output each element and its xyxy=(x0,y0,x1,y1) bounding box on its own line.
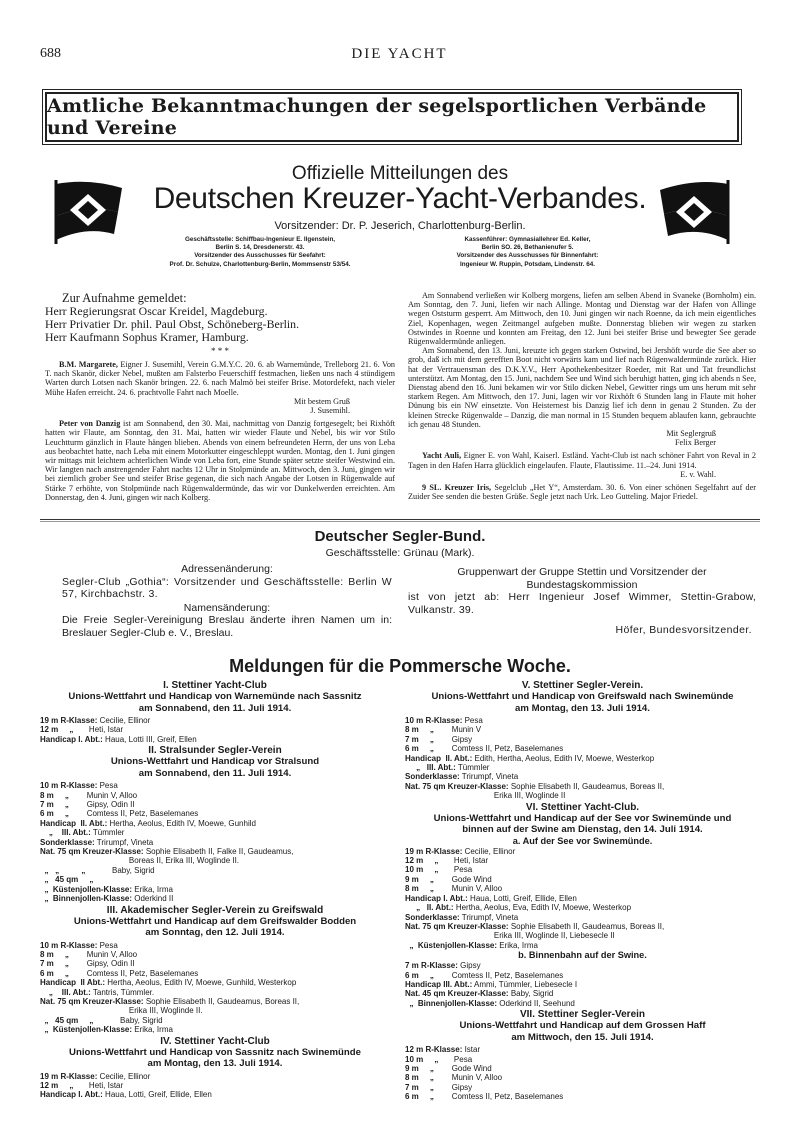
entry-class: Sonderklasse: xyxy=(405,912,460,922)
entry-line xyxy=(40,950,390,959)
entry-class: „ Binnenjollen-Klasse: xyxy=(405,998,498,1008)
entry-boats: Pesa xyxy=(462,716,483,725)
entry-boats: Haua, Lotti, Greif, Ellide, Ellen xyxy=(102,1090,212,1100)
stars-separator: * * * xyxy=(211,346,229,356)
entry-boats: Trirumpf, Vineta xyxy=(459,912,519,922)
club-heading: IV. Stettiner Yacht-Club xyxy=(160,1035,270,1047)
entry-class: 10 m „ xyxy=(405,865,439,875)
entry-line xyxy=(405,1045,760,1054)
entry-boats: Comtess II, Petz, Baselemanes xyxy=(68,809,199,819)
entry-class: Nat. 75 qm Kreuzer-Klasse: xyxy=(405,921,509,931)
race-caption: Unions-Wettfahrt und Handicap von Sassnitz nach Swinemünde xyxy=(69,1046,361,1058)
name-text: Die Freie Segler-Vereinigung Breslau änderte ihren Namen um in: Breslauer Segler-Club e. V., Breslau. xyxy=(62,614,392,639)
entry-line xyxy=(405,735,760,744)
entry-class: 8 m „ xyxy=(40,949,69,959)
entry-line xyxy=(40,1006,390,1015)
entry-boats: Heti, Istar xyxy=(73,1080,124,1090)
entry-boats: Gode Wind xyxy=(433,1063,492,1073)
entry-line xyxy=(405,961,760,970)
race-caption: Unions-Wettfahrt und Handicap vor Stralsund xyxy=(110,756,320,768)
entry-class: 10 m R-Klasse: xyxy=(40,940,98,950)
entry-line xyxy=(405,980,760,989)
entry-line xyxy=(405,754,760,763)
entry-class: 6 m „ xyxy=(40,809,69,819)
report-text: Am Sonnabend verließen wir Kolberg morgens, liefen am selben Abend in Svaneke (Bornholm) ein. Am Sonntag, den 7. Juni, liefen wir nach Allinge. Montag und Dienstag war der Hafen von Allinge wegen Oststurm gesperrt. Am Mittwoch, den 10. Juni gingen wir nach Roenne, da ich mein eigentliches Ziel, Kopenhagen, wegen Zeitmangel aufgeben mußte. Donnerstag blieben wir wegen zu starken Ostwindes in Roenne und konnten am Freitag, den 12. Juni bei steifer Brise und bewegter See gerade Rügenwaldermünde anliegen. xyxy=(408,291,756,347)
entry-boats: Istar xyxy=(462,1045,481,1055)
race-caption: am Montag, den 13. Juli 1914. xyxy=(515,702,650,714)
entry-line xyxy=(40,941,390,950)
entry-line xyxy=(405,847,760,856)
entry-boats: Gipsy xyxy=(457,961,481,971)
entry-boats: Heti, Istar xyxy=(438,856,489,866)
entry-line xyxy=(40,838,390,847)
entry-boats: Pesa xyxy=(97,940,118,950)
entry-line xyxy=(40,988,390,997)
entry-class: 10 m „ xyxy=(405,1054,439,1064)
entry-boats: Erika III, Woglinde II. xyxy=(40,1006,203,1016)
race-caption: Unions-Wettfahrt und Handicap von Warnemünde nach Sassnitz xyxy=(68,691,362,702)
entry-boats: Ammi, Tümmler, Liebesecle I xyxy=(472,979,578,989)
name-heading: Namensänderung: xyxy=(183,601,271,614)
entry-class: 9 m „ xyxy=(405,874,434,884)
seglerbund-left xyxy=(62,563,392,639)
entry-line xyxy=(40,800,390,809)
adr-heading: Adressenänderung: xyxy=(181,563,273,575)
entry-boats: Gode Wind xyxy=(433,874,492,884)
entry-boats: Haua, Lotti III, Greif, Ellen xyxy=(102,734,197,744)
entry-boats: Pesa xyxy=(438,1054,473,1064)
entry-boats: Sophie Elisabeth II, Gaudeamus, Boreas II, xyxy=(508,921,665,931)
entry-boats: Pesa xyxy=(97,781,118,791)
entry-boats: Munin V, Alloo xyxy=(433,1073,503,1083)
aufnahme-line: Herr Regierungsrat Oscar Kreidel, Magdeburg. xyxy=(45,304,268,318)
entry-class: Nat. 45 qm Kreuzer-Klasse: xyxy=(405,989,509,999)
club-heading: III. Akademischer Segler-Verein zu Greifswald xyxy=(106,904,324,916)
entry-boats: Pesa xyxy=(438,865,473,875)
entry-line xyxy=(40,1072,390,1081)
entry-class: 7 m „ xyxy=(40,959,69,969)
right-reports xyxy=(408,291,756,501)
entry-boats: Comtess II, Petz, Baselemanes xyxy=(433,970,564,980)
entry-line xyxy=(405,931,760,940)
entry-boats: Trirumpf, Vineta xyxy=(94,837,154,847)
entry-class: 19 m R-Klasse: xyxy=(40,1071,98,1081)
banner xyxy=(45,92,739,142)
entry-class: „ Küstenjollen-Klasse: xyxy=(40,884,133,894)
entry-boats: Tantris, Tümmler. xyxy=(90,987,155,997)
entry-line xyxy=(405,1064,760,1073)
adr-text: Segler-Club „Gothia“: Vorsitzender und Geschäftsstelle: Berlin W 57, Kirchbachstr. 3. xyxy=(62,575,392,600)
report-lead: Yacht Auli, xyxy=(422,451,462,461)
club-heading: II. Stralsunder Segler-Verein xyxy=(148,745,282,757)
entry-class: 12 m „ xyxy=(40,1080,74,1090)
entry-class: Handicap III. Abt.: xyxy=(405,979,473,989)
report-sign: Mit Seglergruß Felix Berger xyxy=(666,429,716,448)
entry-boats: Munin V xyxy=(433,725,482,735)
entry-boats: Baby, Sigrid xyxy=(93,1015,163,1025)
entry-boats: Comtess II, Petz, Baselemanes xyxy=(433,744,564,754)
verband-chair: Vorsitzender: Dr. P. Jeserich, Charlottenburg-Berlin. xyxy=(274,220,526,232)
seglerbund-right xyxy=(408,566,756,637)
entry-boats: Comtess II, Petz, Baselemanes xyxy=(433,1092,564,1102)
entry-class: 7 m R-Klasse: xyxy=(405,961,458,971)
entry-boats: Tümmler xyxy=(455,763,490,773)
entry-boats: Erika III, Woglinde II xyxy=(405,791,566,801)
entry-class: 6 m „ xyxy=(405,970,434,980)
verband-left-offices: Geschäftsstelle: Schiffbau-Ingenieur E. Ilgenstein, Berlin S. 14, Dresdenerstr. 43. Vorsitzender des Ausschusses für Seefahrt: Prof. Dr. Schulze, Charlottenburg-Berlin, Mommsenstr 53/54. xyxy=(169,236,351,268)
entry-boats: Munin V, Alloo xyxy=(68,790,138,800)
entry-class: Handicap II. Abt.: xyxy=(40,818,108,828)
meldungen-title: Meldungen für die Pommersche Woche. xyxy=(229,656,571,676)
grp-sign: Höfer, Bundesvorsitzender. xyxy=(615,624,752,636)
section-divider xyxy=(40,521,760,522)
entry-line xyxy=(405,791,760,800)
entry-line xyxy=(40,1090,390,1099)
entry-boats: Sophie Elisabeth II, Gaudeamus, Boreas II, xyxy=(143,996,300,1006)
entry-line xyxy=(405,971,760,980)
entry-class: Sonderklasse: xyxy=(40,837,95,847)
entry-class: 12 m „ xyxy=(405,856,439,866)
entry-line xyxy=(405,913,760,922)
entry-line xyxy=(40,847,390,856)
entry-line xyxy=(40,725,390,734)
left-flag-icon xyxy=(48,176,126,246)
entry-boats: Baby, Sigrid xyxy=(85,865,155,875)
entry-class: Handicap I. Abt.: xyxy=(40,734,103,744)
entry-boats: Trirumpf, Vineta xyxy=(459,772,519,782)
entry-line xyxy=(405,725,760,734)
entry-line xyxy=(40,791,390,800)
entry-boats: Baby, Sigrid xyxy=(508,989,554,999)
entry-boats: Tümmler xyxy=(90,828,125,838)
entry-boats: Cecilie, Ellinor xyxy=(462,846,516,856)
entry-class: 10 m R-Klasse: xyxy=(405,716,463,725)
entry-class: 8 m „ xyxy=(405,884,434,894)
club-heading: VII. Stettiner Segler-Verein xyxy=(519,1009,646,1021)
entry-boats: Erika III, Woglinde II, Liebesecle II xyxy=(405,931,615,941)
entry-class: Nat. 75 qm Kreuzer-Klasse: xyxy=(40,996,144,1006)
entry-line xyxy=(405,1083,760,1092)
entry-line xyxy=(405,856,760,865)
entry-line xyxy=(405,772,760,781)
entry-line xyxy=(405,1092,760,1101)
entry-class: 7 m „ xyxy=(405,734,434,744)
entry-class: „ Küstenjollen-Klasse: xyxy=(405,940,498,950)
entry-line xyxy=(40,1016,390,1025)
race-caption: Unions-Wettfahrt und Handicap auf dem Greifswalder Bodden xyxy=(73,915,357,927)
section-divider xyxy=(40,519,760,520)
entry-boats: Oderkind II xyxy=(132,894,174,904)
race-caption: am Montag, den 13. Juli 1914. xyxy=(147,1058,283,1070)
entry-boats: Sophie Elisabeth II, Gaudeamus, Boreas II, xyxy=(508,781,665,791)
race-caption: Unions-Wettfahrt und Handicap auf dem Grossen Haff xyxy=(459,1020,706,1032)
entry-boats: Gipsy, Odin II xyxy=(68,959,135,969)
entry-boats: Gipsy, Odin II xyxy=(68,800,135,810)
entry-boats: Cecilie, Ellinor xyxy=(97,1071,151,1081)
entry-class: 12 m „ xyxy=(40,725,74,735)
entry-line xyxy=(40,856,390,865)
entry-boats: Boreas II, Erika III, Woglinde II. xyxy=(40,856,240,866)
entry-line xyxy=(405,1073,760,1082)
entry-boats: Erika, Irma xyxy=(497,940,538,950)
report-iris xyxy=(408,483,756,501)
entry-class: Handicap I. Abt.: xyxy=(40,1090,103,1100)
entry-boats: Hertha, Aeolus, Edith IV, Moewe, Gunhild, Westerkop xyxy=(105,978,297,988)
meldungen-left-column xyxy=(40,680,390,1100)
entry-class: „ II. Abt.: xyxy=(405,903,454,913)
entry-class: Handicap II. Abt.: xyxy=(405,753,473,763)
entry-line xyxy=(405,744,760,753)
entry-line xyxy=(405,903,760,912)
entry-line xyxy=(405,763,760,772)
entry-boats: Heti, Istar xyxy=(73,725,124,735)
entry-class: 8 m „ xyxy=(405,725,434,735)
entry-boats: Munin V, Alloo xyxy=(68,949,138,959)
entry-boats: Erika, Irma xyxy=(132,884,173,894)
entry-line xyxy=(405,989,760,998)
entry-class: 19 m R-Klasse: xyxy=(405,846,463,856)
entry-line xyxy=(40,978,390,987)
entry-class: 6 m „ xyxy=(405,1092,434,1102)
race-caption: am Sonnabend, den 11. Juli 1914. xyxy=(138,702,292,714)
race-caption: am Sonnabend, den 11. Juli 1914. xyxy=(138,767,292,779)
entry-boats: Oderkind II, Seehund xyxy=(497,998,575,1008)
entry-line xyxy=(40,819,390,828)
entry-class: „ III. Abt.: xyxy=(405,763,456,773)
club-heading: I. Stettiner Yacht-Club xyxy=(163,680,267,691)
course-heading: b. Binnenbahn auf der Swine. xyxy=(518,950,647,961)
seglerbund-office: Geschäftsstelle: Grünau (Mark). xyxy=(325,547,475,559)
entry-line xyxy=(40,716,390,725)
entry-line xyxy=(40,1025,390,1034)
aufnahme-list xyxy=(45,305,299,344)
entry-line xyxy=(405,894,760,903)
entry-line xyxy=(405,875,760,884)
running-head: DIE YACHT xyxy=(351,46,448,62)
report-margarete xyxy=(45,360,395,397)
entry-line xyxy=(405,1055,760,1064)
entry-class: 19 m R-Klasse: xyxy=(40,716,98,725)
aufnahme-heading: Zur Aufnahme gemeldet: xyxy=(62,291,187,305)
entry-class: 12 m R-Klasse: xyxy=(405,1045,463,1055)
race-caption: Unions-Wettfahrt und Handicap auf der See vor Swinemünde und xyxy=(433,812,732,824)
club-heading: V. Stettiner Segler-Verein. xyxy=(521,680,644,691)
report-lead: 9 SL. Kreuzer Iris, xyxy=(422,483,492,493)
report-berger-2 xyxy=(408,346,756,429)
report-lead: B.M. Margarete, xyxy=(59,360,118,369)
entry-boats: Hertha, Aeolus, Eva, Edith IV, Moewe, Westerkop xyxy=(453,903,632,913)
entry-line xyxy=(405,941,760,950)
entry-class: „ III. Abt.: xyxy=(40,828,91,838)
entry-line xyxy=(40,959,390,968)
entry-class: 6 m „ xyxy=(40,968,69,978)
entry-boats: Erika, Irma xyxy=(132,1025,173,1035)
meldungen-right-column xyxy=(405,680,760,1102)
entry-boats: Edith, Hertha, Aeolus, Edith IV, Moewe, Westerkop xyxy=(472,753,655,763)
report-text: Segelclub „Het Y“, Amsterdam. 30. 6. Von einer schönen Segelfahrt auf der Zuider See senden die besten Grüße. Segle jetzt nach Urk. Leo Gutteling. Major Friedel. xyxy=(408,483,757,502)
entry-class: Sonderklasse: xyxy=(405,772,460,782)
entry-boats: Sophie Elisabeth II, Falke II, Gaudeamus, xyxy=(143,847,294,857)
entry-class: 7 m „ xyxy=(405,1082,434,1092)
left-reports xyxy=(45,360,395,502)
entry-class: Handicap I. Abt.: xyxy=(405,893,468,903)
race-caption: Unions-Wettfahrt und Handicap von Greifswald nach Swinemünde xyxy=(431,691,734,702)
entry-class: 8 m „ xyxy=(40,790,69,800)
course-heading: a. Auf der See vor Swinemünde. xyxy=(512,835,653,846)
entry-class: „ 45 qm „ xyxy=(40,1015,94,1025)
entry-boats: Cecilie, Ellinor xyxy=(97,716,151,725)
entry-class: Nat. 75 qm Kreuzer-Klasse: xyxy=(405,781,509,791)
entry-class: „ Binnenjollen-Klasse: xyxy=(40,894,133,904)
entry-class: 9 m „ xyxy=(405,1063,434,1073)
seglerbund-title: Deutscher Segler-Bund. xyxy=(314,528,486,545)
report-sign: E. v. Wahl. xyxy=(680,469,716,479)
race-caption: am Mittwoch, den 15. Juli 1914. xyxy=(511,1031,654,1043)
entry-line xyxy=(40,828,390,837)
entry-class: 10 m R-Klasse: xyxy=(40,781,98,791)
entry-boats: Gipsy xyxy=(433,734,473,744)
entry-line xyxy=(40,866,390,875)
entry-boats: Haua, Lotti, Greif, Ellide, Ellen xyxy=(467,893,577,903)
entry-line xyxy=(40,969,390,978)
entry-class: Nat. 75 qm Kreuzer-Klasse: xyxy=(40,847,144,857)
entry-line xyxy=(40,885,390,894)
page-number: 688 xyxy=(40,46,61,61)
entry-line xyxy=(40,1081,390,1090)
club-heading: VI. Stettiner Yacht-Club. xyxy=(525,801,640,813)
aufnahme-line: Herr Kaufmann Sophus Kramer, Hamburg. xyxy=(45,330,249,344)
entry-class: „ „ „ xyxy=(40,865,86,875)
entry-line xyxy=(40,781,390,790)
race-caption: am Sonntag, den 12. Juli 1914. xyxy=(145,927,285,938)
grp-text: ist von jetzt ab: Herr Ingenieur Josef Wimmer, Stettin-Grabow, Vulkanstr. 39. xyxy=(408,591,756,616)
report-text: Eigner E. von Wahl, Kaiserl. Estländ. Yacht-Club ist nach schöner Fahrt von Reval in 2 Tagen in den Hafen Harra glücklich eingelaufen. Flaute, Flautissime. 11.–24. Juni 1914. xyxy=(408,451,757,470)
race-caption: binnen auf der Swine am Dienstag, den 14. Juli 1914. xyxy=(462,824,703,836)
entry-line xyxy=(40,809,390,818)
report-sign: Mit bestem Gruß J. Susemihl. xyxy=(294,396,350,416)
entry-line xyxy=(405,922,760,931)
banner-text: Amtliche Bekanntmachungen der segelsportlichen Verbände und Vereine xyxy=(47,95,707,139)
report-berger-1 xyxy=(408,291,756,346)
entry-boats: Munin V, Alloo xyxy=(433,884,503,894)
entry-line xyxy=(40,875,390,884)
entry-class: „ III. Abt.: xyxy=(40,987,91,997)
entry-line xyxy=(405,716,760,725)
entry-line xyxy=(405,865,760,874)
entry-class: „ 45 qm „ xyxy=(40,875,94,885)
entry-line xyxy=(40,894,390,903)
entry-boats: Hertha, Aeolus, Edith IV, Moewe, Gunhild xyxy=(107,818,256,828)
entry-class: 8 m „ xyxy=(405,1073,434,1083)
entry-class: 6 m „ xyxy=(405,744,434,754)
entry-class: 7 m „ xyxy=(40,800,69,810)
entry-boats: Comtess II, Petz, Baselemanes xyxy=(68,968,199,978)
entry-class: Handicap II Abt.: xyxy=(40,978,106,988)
entry-boats: Gipsy xyxy=(433,1082,473,1092)
report-lead: Peter von Danzig xyxy=(59,419,121,429)
entry-class: „ Küstenjollen-Klasse: xyxy=(40,1025,133,1035)
report-peter-von-danzig xyxy=(45,419,395,502)
entry-line xyxy=(405,782,760,791)
report-text: Am Sonnabend, den 13. Juni, kreuzte ich gegen starken Ostwind, bei Jershöft wurde die See aber so grob, daß ich mit dem gerefften Boot nicht vorwärts kam und lief nach Rügenwaldermünde zurück. Hier hat der Vertrauensman des D.K.Y.V., Herr Apothekenbesitzer Roeder, mit Rat und Tat freundlichst unterstützt. Am Montag, den 15. Juni, nachdem See und Wind sich beruhigt hatten, ging ich abends n See, Dienstag abend den 16. Juni bekamen wir vor Stilo dicken Nebel, Gewitter rings um uns herum mit sehr starkem Regen. Am Mittwoch, den 17. Juni, lagen wir vor Rixhöft 6 Stunden lang in Flaute mit hoher Dünung bis ein NW einsetzte. Von Heisternest bis Danzig lief ich denn in genau 2 Stunden. Zu der kleinen Strecke Rügenwalde – Danzig, die man normal in 15 Stunden bequem ablaufen kann, gebrauchte ich genau 48 Stunden. xyxy=(408,346,756,429)
entry-line xyxy=(40,735,390,744)
entry-line xyxy=(405,999,760,1008)
verband-subtitle: Offizielle Mitteilungen des xyxy=(291,163,509,184)
entry-line xyxy=(405,884,760,893)
report-text: Eigner J. Susemihl, Verein G.M.Y.C. 20. 6. ab Warnemünde, Trelleborg 21. 6. Von T. nach Skanör, dicker Nebel, mußten am Falsterbo Feuerschiff festmachen, ließen uns nach 4 stündigem Warten durch Lotsen nach Skanör bringen. 22. 6. nach Malmö bei steifer Brise. Motordefekt, nach vieler Mühe Hafen erreicht. 24. 6. prachtvolle Fahrt nach Moelle. xyxy=(45,360,396,397)
report-text: ist am Sonnabend, den 30. Mai, nachmittag von Danzig fortgesegelt; bei Rixhöft hatten wir Flaute, am Sonntag, den 31. Mai, hatten wir wieder Flaute und Nebel, bis wir vor Stilo Leuchtturm gänzlich in Flaute hängen blieben. Abends von einem befreundeten Herrn, der uns von Leba aus beobachtet hatte, nach Leba mit einem Motorkutter eingeschleppt wurden. Montag, den 1. Juni gingen wir mittags mit leichtem achterlichen Winde von Leba fort, eine Stunde später setzte steifer Westwind ein. Wir langten nach anstrengender Fahrt nachts 12 Uhr in Stolpmünde an. Mittwoch, den 3. Juni, gingen wir bei ziemlich grober See und steifer Brise gegenan, die sich nach Angabe der Lotsen in Rügenwalde auf Stärke 7 erhöhte, von Stolpmünde nach Rügenwaldermünde, das wir vor Dunkelwerden erreichten. Am Donnerstag, den 4. Juni, gingen wir nach Kolberg. xyxy=(45,419,395,502)
verband-right-offices: Kassenführer: Gymnasiallehrer Ed. Keller, Berlin SO. 26, Bethanienufer 5. Vorsitzender des Ausschusses für Binnenfahrt: Ingenieur W. Ruppin, Potsdam, Lindenstr. 64. xyxy=(456,236,599,268)
verband-title: Deutschen Kreuzer-Yacht-Verbandes. xyxy=(153,182,647,215)
report-auli xyxy=(408,451,756,469)
aufnahme-line: Herr Privatier Dr. phil. Paul Obst, Schöneberg-Berlin. xyxy=(45,317,300,331)
entry-line xyxy=(40,997,390,1006)
grp-heading: Gruppenwart der Gruppe Stettin und Vorsitzender der Bundestagskommission xyxy=(457,566,707,591)
